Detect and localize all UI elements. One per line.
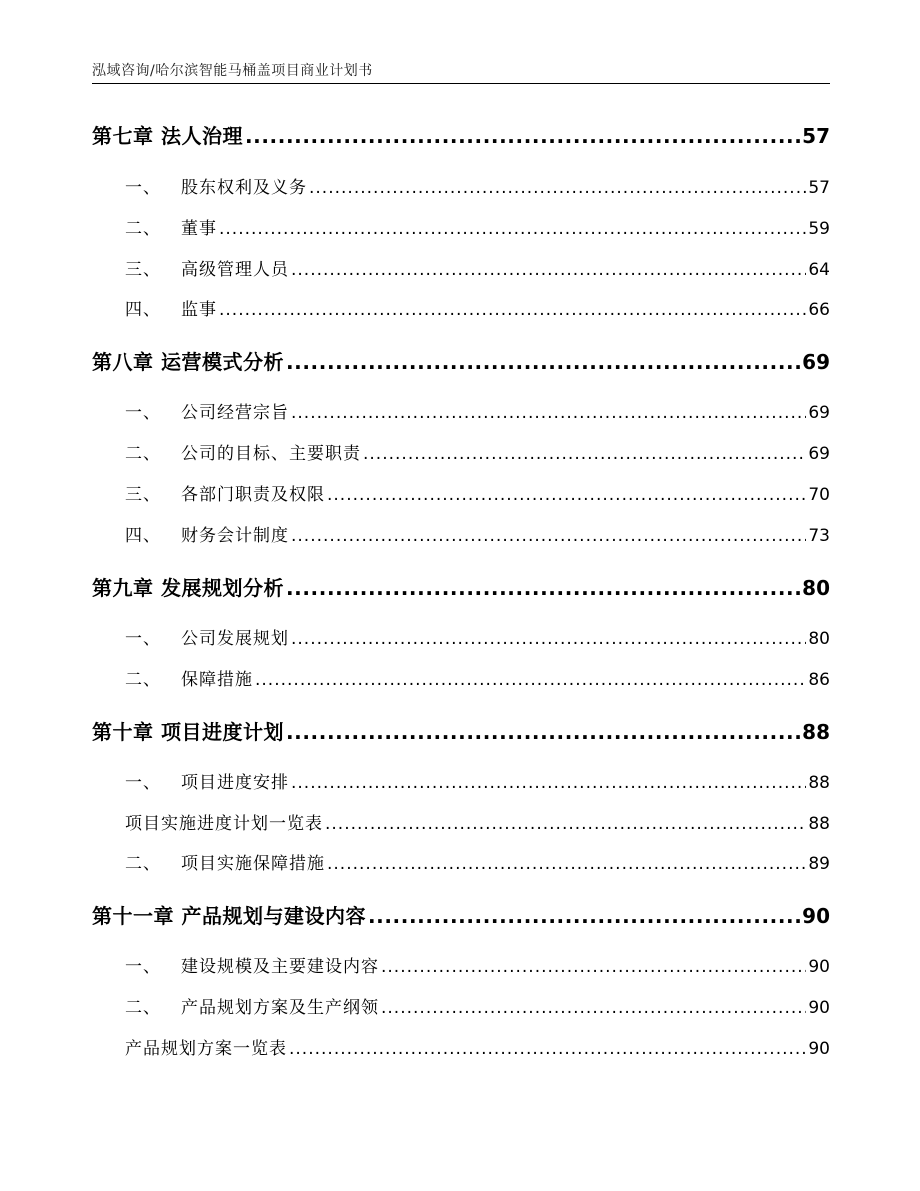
toc-section[interactable] bbox=[125, 955, 830, 979]
toc-chapter-title: 第十章 项目进度计划 bbox=[92, 720, 284, 744]
toc-chapter-7[interactable] bbox=[92, 122, 830, 150]
toc-page-number: 89 bbox=[808, 854, 830, 874]
toc-section-title: 项目进度安排 bbox=[181, 773, 289, 793]
toc-section-title: 公司经营宗旨 bbox=[181, 403, 289, 423]
toc-table-title: 项目实施进度计划一览表 bbox=[125, 814, 323, 834]
dot-leader bbox=[381, 996, 806, 1020]
dot-leader bbox=[368, 902, 800, 930]
toc-chapter-title: 第九章 发展规划分析 bbox=[92, 576, 284, 600]
toc-section-title: 股东权利及义务 bbox=[181, 178, 307, 198]
toc-section-title: 保障措施 bbox=[181, 670, 253, 690]
dot-leader bbox=[245, 122, 800, 150]
toc-chapter-10[interactable] bbox=[92, 718, 830, 746]
toc-section[interactable] bbox=[125, 668, 830, 692]
toc-section-title: 建设规模及主要建设内容 bbox=[181, 957, 379, 977]
dot-leader bbox=[291, 258, 806, 282]
toc-page-number: 88 bbox=[808, 814, 830, 834]
toc-section[interactable] bbox=[125, 176, 830, 200]
toc-chapter-title: 第七章 法人治理 bbox=[92, 124, 243, 148]
toc-section-number: 一、 bbox=[125, 629, 161, 649]
toc-table-entry[interactable] bbox=[125, 812, 830, 836]
toc-page-number: 69 bbox=[808, 403, 830, 423]
toc-section[interactable] bbox=[125, 298, 830, 322]
toc-page-number: 88 bbox=[808, 773, 830, 793]
dot-leader bbox=[255, 668, 806, 692]
toc-section-title: 产品规划方案及生产纲领 bbox=[181, 998, 379, 1018]
toc-section-number: 二、 bbox=[125, 670, 161, 690]
toc-section-number: 四、 bbox=[125, 300, 161, 320]
dot-leader bbox=[219, 298, 806, 322]
dot-leader bbox=[291, 524, 806, 548]
toc-chapter-9[interactable] bbox=[92, 574, 830, 602]
toc-section[interactable] bbox=[125, 852, 830, 876]
dot-leader bbox=[291, 627, 806, 651]
toc-page-number: 73 bbox=[808, 526, 830, 546]
toc-page-number: 86 bbox=[808, 670, 830, 690]
toc-section[interactable] bbox=[125, 627, 830, 651]
toc-section-title: 财务会计制度 bbox=[181, 526, 289, 546]
toc-section-title: 项目实施保障措施 bbox=[181, 854, 325, 874]
toc-page-number: 90 bbox=[808, 998, 830, 1018]
toc-page-number: 64 bbox=[808, 260, 830, 280]
dot-leader bbox=[291, 771, 806, 795]
toc-page-number: 57 bbox=[808, 178, 830, 198]
toc-page-number: 90 bbox=[808, 1039, 830, 1059]
toc-section-title: 高级管理人员 bbox=[181, 260, 289, 280]
toc-page-number: 59 bbox=[808, 219, 830, 239]
toc-section-number: 一、 bbox=[125, 403, 161, 423]
toc-section[interactable] bbox=[125, 483, 830, 507]
toc-section-number: 二、 bbox=[125, 998, 161, 1018]
toc-section-number: 三、 bbox=[125, 485, 161, 505]
toc-section-title: 监事 bbox=[181, 300, 217, 320]
dot-leader bbox=[286, 718, 800, 746]
toc-section-number: 一、 bbox=[125, 178, 161, 198]
document-header: 泓域咨询/哈尔滨智能马桶盖项目商业计划书 bbox=[92, 63, 373, 79]
dot-leader bbox=[325, 812, 806, 836]
toc-chapter-11[interactable] bbox=[92, 902, 830, 930]
toc-section[interactable] bbox=[125, 996, 830, 1020]
toc-chapter-title: 第十一章 产品规划与建设内容 bbox=[92, 904, 366, 928]
toc-section[interactable] bbox=[125, 401, 830, 425]
dot-leader bbox=[286, 348, 800, 376]
toc-page-number: 80 bbox=[802, 576, 830, 600]
toc-page-number: 69 bbox=[802, 350, 830, 374]
toc-section[interactable] bbox=[125, 442, 830, 466]
toc-page-number: 80 bbox=[808, 629, 830, 649]
dot-leader bbox=[219, 217, 806, 241]
toc-section-number: 四、 bbox=[125, 526, 161, 546]
toc-table-entry[interactable] bbox=[125, 1037, 830, 1061]
toc-section[interactable] bbox=[125, 258, 830, 282]
toc-section[interactable] bbox=[125, 217, 830, 241]
toc-page-number: 57 bbox=[802, 124, 830, 148]
dot-leader bbox=[291, 401, 806, 425]
toc-chapter-8[interactable] bbox=[92, 348, 830, 376]
toc-section-number: 一、 bbox=[125, 957, 161, 977]
toc-section[interactable] bbox=[125, 771, 830, 795]
toc-section-number: 二、 bbox=[125, 219, 161, 239]
toc-page-number: 70 bbox=[808, 485, 830, 505]
toc-section-number: 二、 bbox=[125, 854, 161, 874]
toc-section-title: 董事 bbox=[181, 219, 217, 239]
toc-page-number: 69 bbox=[808, 444, 830, 464]
toc-page-number: 88 bbox=[802, 720, 830, 744]
dot-leader bbox=[363, 442, 806, 466]
toc-section[interactable] bbox=[125, 524, 830, 548]
dot-leader bbox=[286, 574, 800, 602]
toc-section-title: 公司发展规划 bbox=[181, 629, 289, 649]
header-divider bbox=[92, 83, 830, 84]
toc-page-number: 66 bbox=[808, 300, 830, 320]
toc-section-number: 一、 bbox=[125, 773, 161, 793]
toc-table-title: 产品规划方案一览表 bbox=[125, 1039, 287, 1059]
dot-leader bbox=[381, 955, 806, 979]
toc-page-number: 90 bbox=[802, 904, 830, 928]
dot-leader bbox=[289, 1037, 806, 1061]
dot-leader bbox=[327, 852, 806, 876]
toc-chapter-title: 第八章 运营模式分析 bbox=[92, 350, 284, 374]
toc-page-number: 90 bbox=[808, 957, 830, 977]
toc-section-number: 三、 bbox=[125, 260, 161, 280]
dot-leader bbox=[327, 483, 806, 507]
toc-section-title: 公司的目标、主要职责 bbox=[181, 444, 361, 464]
toc-section-title: 各部门职责及权限 bbox=[181, 485, 325, 505]
toc-section-number: 二、 bbox=[125, 444, 161, 464]
dot-leader bbox=[309, 176, 806, 200]
